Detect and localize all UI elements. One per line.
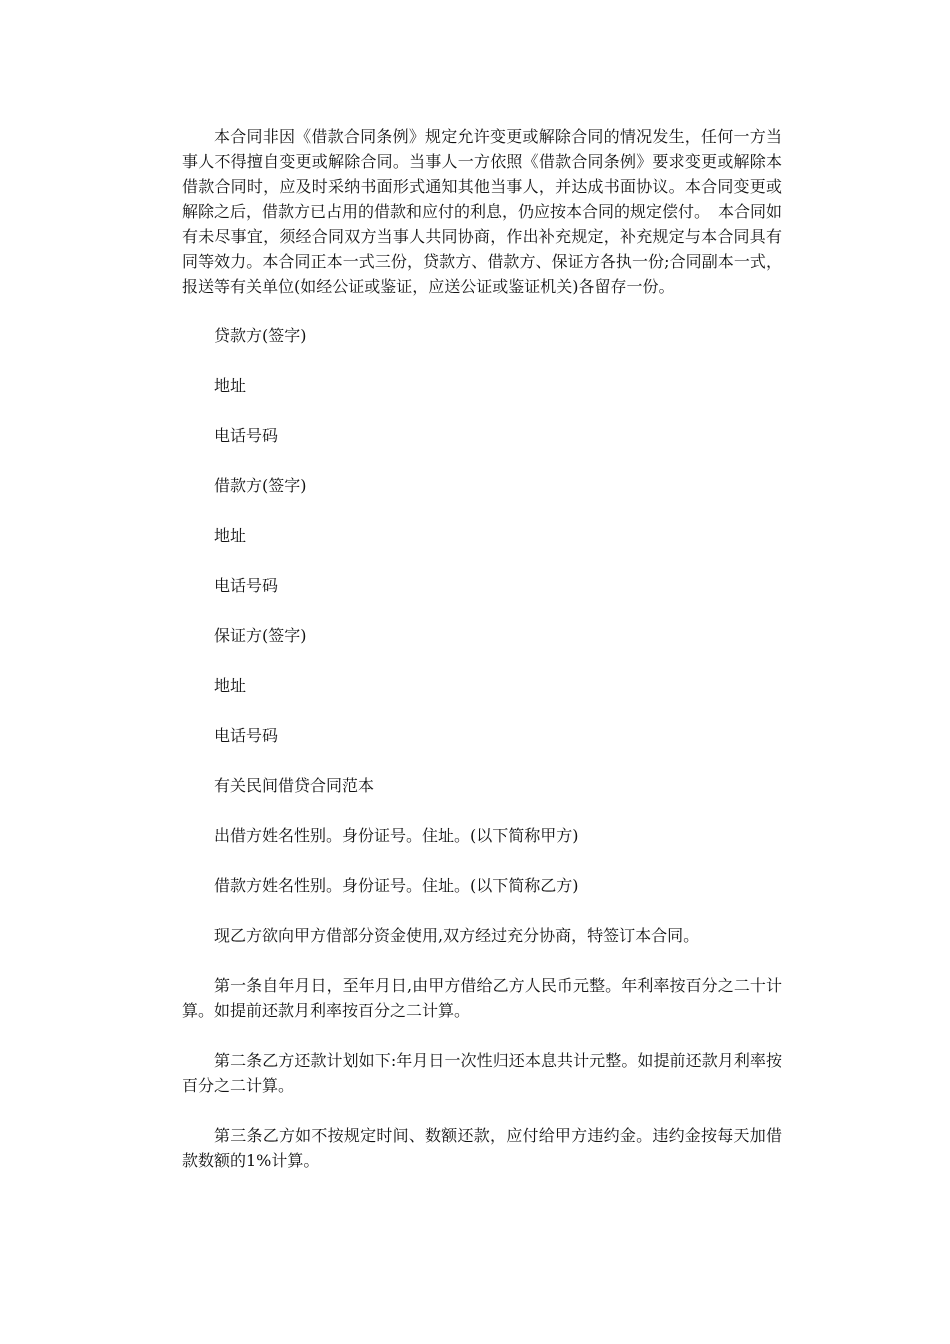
borrower-signature-label: 借款方(签字): [214, 476, 307, 495]
lender-info-line: 出借方姓名性别。身份证号。住址。(以下简称甲方): [214, 826, 579, 845]
guarantor-phone-label: 电话号码: [214, 726, 279, 745]
lender-signature-label: 贷款方(签字): [214, 326, 307, 345]
article-3: 第三条乙方如不按规定时间、数额还款，应付给甲方违约金。违约金按每天加借款数额的1%计算。: [182, 1126, 782, 1170]
borrower-info-line: 借款方姓名性别。身份证号。住址。(以下简称乙方): [214, 876, 579, 895]
article-2: 第二条乙方还款计划如下:年月日一次性归还本息共计元整。如提前还款月利率按百分之二计算。: [182, 1051, 782, 1095]
document-page: [182, 124, 782, 1173]
borrower-phone-label: 电话号码: [214, 576, 279, 595]
borrower-address-label: 地址: [214, 526, 247, 545]
guarantor-address-label: 地址: [214, 676, 247, 695]
intro-paragraph: 本合同非因《借款合同条例》规定允许变更或解除合同的情况发生，任何一方当事人不得擅自变更或解除合同。当事人一方依照《借款合同条例》要求变更或解除本借款合同时，应及时采纳书面形式通知其他当事人，并达成书面协议。本合同变更或解除之后，借款方已占用的借款和应付的利息，仍应按本合同的规定偿付。 本合同如有未尽事宜，须经合同双方当事人共同协商，作出补充规定，补充规定与本合同具有同等效力。本合同正本一式三份，贷款方、借款方、保证方各执一份;合同副本一式，报送等有关单位(如经公证或鉴证，应送公证或鉴证机关)各留存一份。: [182, 127, 783, 296]
guarantor-signature-label: 保证方(签字): [214, 626, 307, 645]
section-title: 有关民间借贷合同范本: [214, 776, 375, 795]
lender-address-label: 地址: [214, 376, 247, 395]
article-1: 第一条自年月日，至年月日,由甲方借给乙方人民币元整。年利率按百分之二十计算。如提前还款月利率按百分之二计算。: [182, 976, 782, 1020]
lender-phone-label: 电话号码: [214, 426, 279, 445]
preamble: 现乙方欲向甲方借部分资金使用,双方经过充分协商，特签订本合同。: [214, 926, 700, 945]
